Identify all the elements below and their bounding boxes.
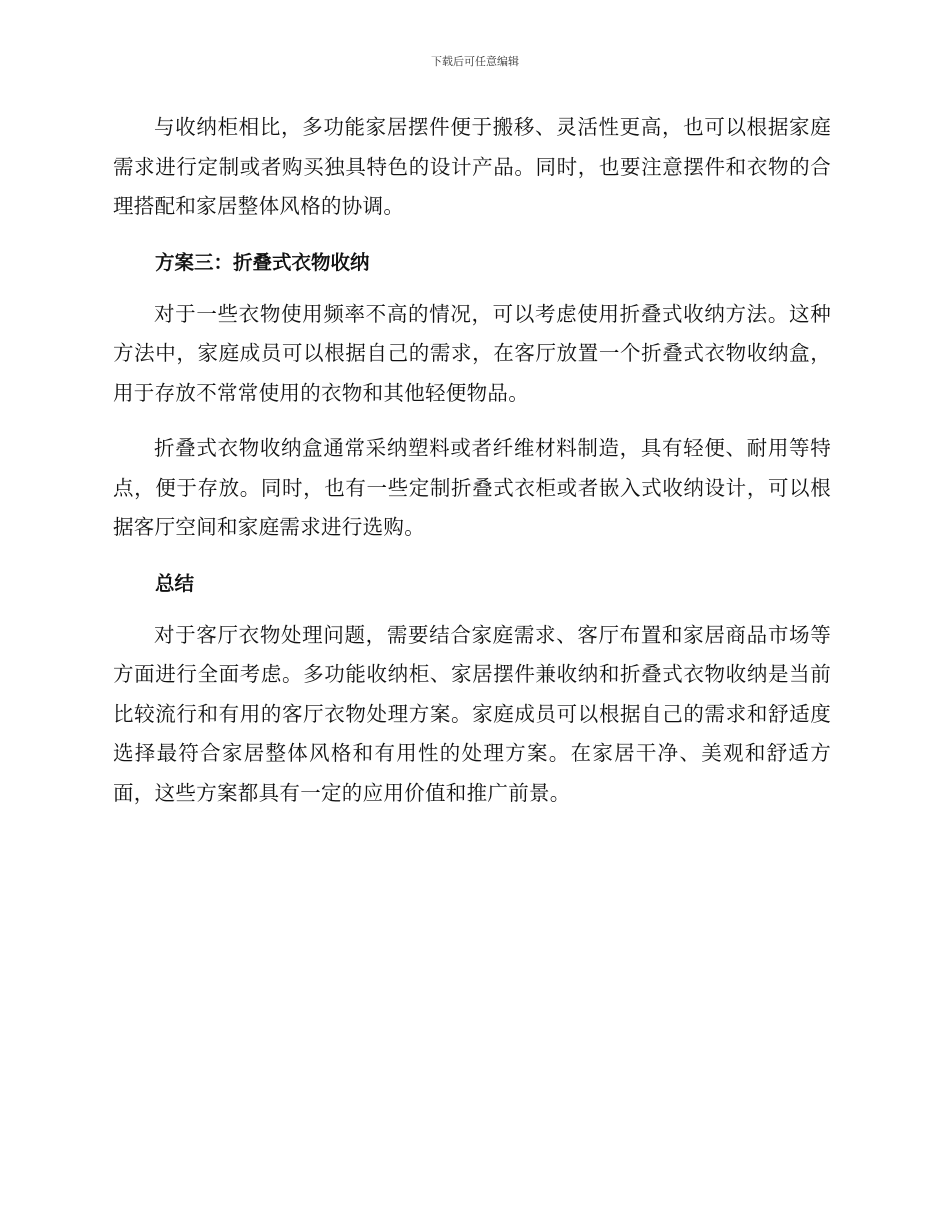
paragraph-summary: 对于客厅衣物处理问题，需要结合家庭需求、客厅布置和家居商品市场等方面进行全面考虑。多功能收纳柜、家居摆件兼收纳和折叠式衣物收纳是当前比较流行和有用的客厅衣物处理方案。家庭成员可以根据自己的需求和舒适度选择最符合家居整体风格和有用性的处理方案。在家居干净、美观和舒适方面，这些方案都具有一定的应用价值和推广前景。	[113, 622, 831, 805]
paragraph-folding-box-material: 折叠式衣物收纳盒通常采纳塑料或者纤维材料制造，具有轻便、耐用等特点，便于存放。同时，也有一些定制折叠式衣柜或者嵌入式收纳设计，可以根据客厅空间和家庭需求进行选购。	[113, 436, 831, 539]
paragraph-furniture-comparison: 与收纳柜相比，多功能家居摆件便于搬移、灵活性更高，也可以根据家庭需求进行定制或者购买独具特色的设计产品。同时，也要注意摆件和衣物的合理搭配和家居整体风格的协调。	[113, 115, 831, 218]
page-header: 下载后可任意编辑	[431, 55, 519, 68]
paragraph-folding-method: 对于一些衣物使用频率不高的情况，可以考虑使用折叠式收纳方法。这种方法中，家庭成员可以根据自己的需求，在客厅放置一个折叠式衣物收纳盒，用于存放不常常使用的衣物和其他轻便物品。	[113, 301, 831, 405]
document-body	[113, 108, 831, 829]
section-heading-summary: 总结	[155, 571, 195, 595]
section-heading-folding-storage: 方案三：折叠式衣物收纳	[155, 250, 370, 274]
